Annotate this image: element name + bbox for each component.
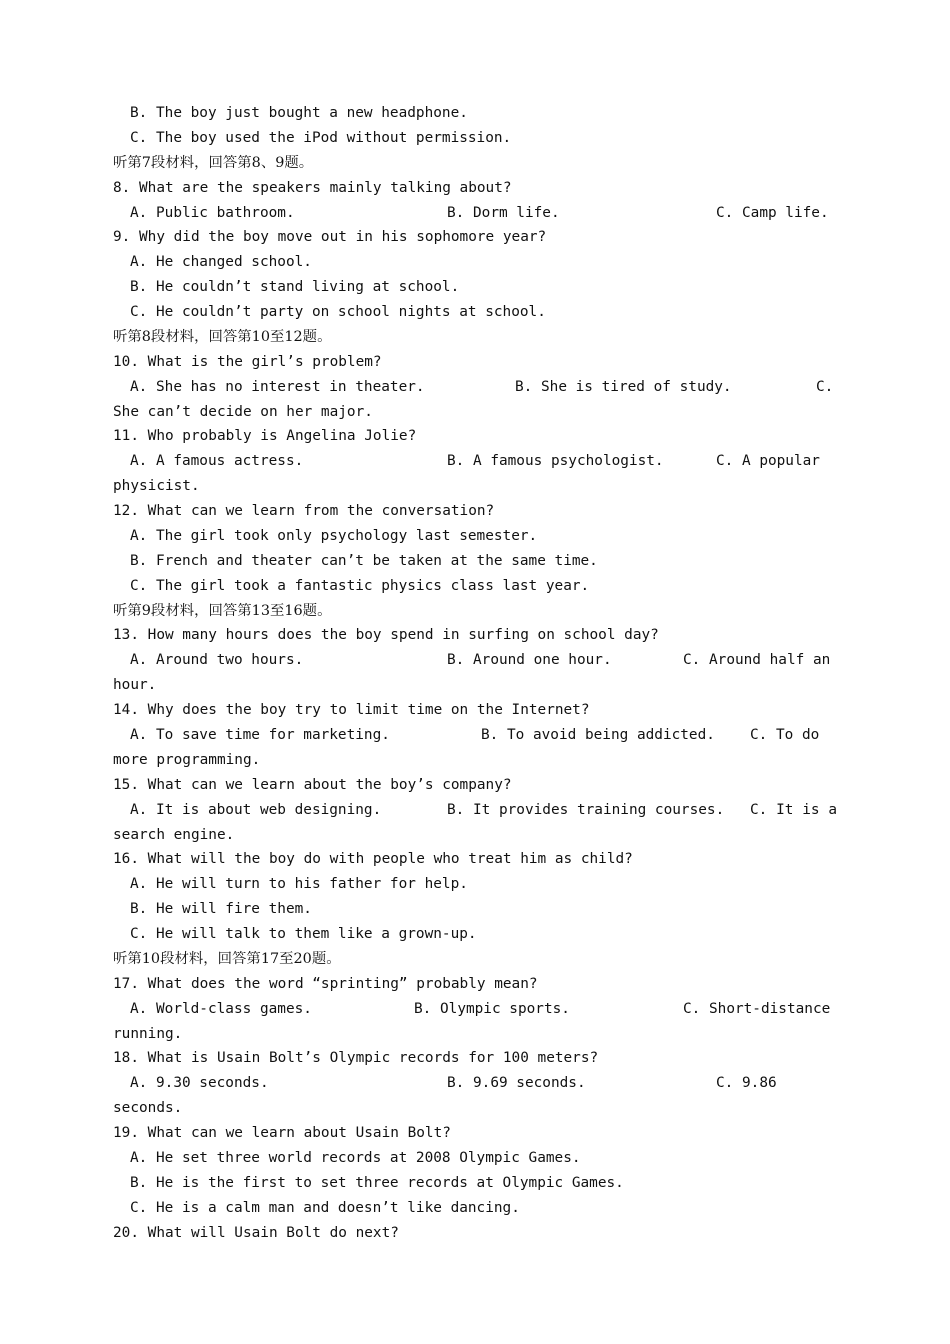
option-b: B. Around one hour. — [447, 652, 612, 669]
option-a: A. It is about web designing. — [130, 801, 382, 818]
option-c: C. It is a — [750, 801, 837, 818]
option-c: C. To do — [750, 727, 820, 743]
option-a: A. 9.30 seconds. — [130, 1075, 269, 1092]
option-c: C. Around half an — [683, 652, 831, 669]
question-line: seconds. — [113, 1100, 183, 1117]
option-line: B. French and theater can’t be taken at the same time. — [130, 552, 598, 569]
option-row — [113, 997, 837, 1022]
option-row — [113, 723, 837, 748]
question-line: 16. What will the boy do with people who treat him as child? — [113, 851, 633, 868]
option-row — [113, 648, 837, 673]
question-line: running. — [113, 1025, 183, 1042]
question-line: She can’t decide on her major. — [113, 403, 373, 420]
option-c: C. A popular — [716, 453, 820, 470]
option-line: A. He will turn to his father for help. — [130, 876, 468, 893]
option-line: C. He couldn’t party on school nights at school. — [130, 304, 546, 321]
option-a: A. To save time for marketing. — [130, 727, 390, 743]
question-line: physicist. — [113, 478, 200, 495]
option-a: A. A famous actress. — [130, 453, 304, 470]
question-line: 10. What is the girl’s problem? — [113, 353, 382, 370]
section-heading: 听第8段材料，回答第10至12题。 — [113, 328, 332, 345]
question-line: 11. Who probably is Angelina Jolie? — [113, 428, 417, 445]
option-line: C. The boy used the iPod without permission. — [130, 129, 512, 146]
question-line: 13. How many hours does the boy spend in surfing on school day? — [113, 627, 659, 644]
question-line: hour. — [113, 677, 157, 694]
question-line: 17. What does the word “sprinting” probably mean? — [113, 975, 538, 992]
question-line: 12. What can we learn from the conversation? — [113, 503, 495, 520]
option-a: A. Public bathroom. — [130, 204, 295, 221]
option-line: C. The girl took a fantastic physics class last year. — [130, 577, 590, 594]
option-line: A. The girl took only psychology last semester. — [130, 527, 538, 544]
option-b: B. A famous psychologist. — [447, 453, 664, 470]
question-line: 14. Why does the boy try to limit time on the Internet? — [113, 702, 590, 719]
option-a: A. World-class games. — [130, 1000, 312, 1017]
option-b: B. To avoid being addicted. — [481, 727, 715, 743]
section-heading: 听第7段材料，回答第8、9题。 — [113, 154, 314, 171]
option-b: B. She is tired of study. — [515, 378, 732, 395]
question-line: more programming. — [113, 751, 261, 768]
section-heading: 听第9段材料，回答第13至16题。 — [113, 602, 332, 619]
question-line: 8. What are the speakers mainly talking about? — [113, 179, 512, 196]
option-c: C. 9.86 — [716, 1075, 777, 1092]
option-line: B. He is the first to set three records at Olympic Games. — [130, 1174, 624, 1191]
option-b: B. Olympic sports. — [414, 1000, 570, 1017]
option-line: A. He set three world records at 2008 Olympic Games. — [130, 1149, 581, 1166]
option-line: B. He couldn’t stand living at school. — [130, 279, 460, 296]
option-a: A. She has no interest in theater. — [130, 378, 425, 395]
option-a: A. Around two hours. — [130, 652, 304, 669]
question-line: search engine. — [113, 826, 235, 843]
option-row — [113, 201, 837, 226]
option-b: B. 9.69 seconds. — [447, 1075, 586, 1092]
option-line: B. The boy just bought a new headphone. — [130, 105, 468, 121]
option-b: B. It provides training courses. — [447, 801, 725, 818]
option-c: C. — [816, 378, 834, 395]
option-b: B. Dorm life. — [447, 204, 560, 221]
question-line: 20. What will Usain Bolt do next? — [113, 1224, 399, 1241]
question-line: 19. What can we learn about Usain Bolt? — [113, 1125, 451, 1142]
question-line: 15. What can we learn about the boy’s company? — [113, 776, 512, 793]
option-row — [113, 449, 837, 474]
option-line: A. He changed school. — [130, 254, 312, 271]
option-line: C. He will talk to them like a grown-up. — [130, 926, 477, 943]
option-c: C. Camp life. — [716, 204, 829, 221]
section-heading: 听第10段材料，回答第17至20题。 — [113, 950, 341, 967]
option-row — [113, 1071, 837, 1096]
option-line: C. He is a calm man and doesn’t like dancing. — [130, 1199, 520, 1216]
question-line: 18. What is Usain Bolt’s Olympic records for 100 meters? — [113, 1050, 599, 1067]
option-row — [113, 375, 837, 400]
option-c: C. Short-distance — [683, 1000, 831, 1017]
option-line: B. He will fire them. — [130, 901, 312, 918]
option-row — [113, 798, 837, 823]
question-line: 9. Why did the boy move out in his sophomore year? — [113, 229, 547, 246]
